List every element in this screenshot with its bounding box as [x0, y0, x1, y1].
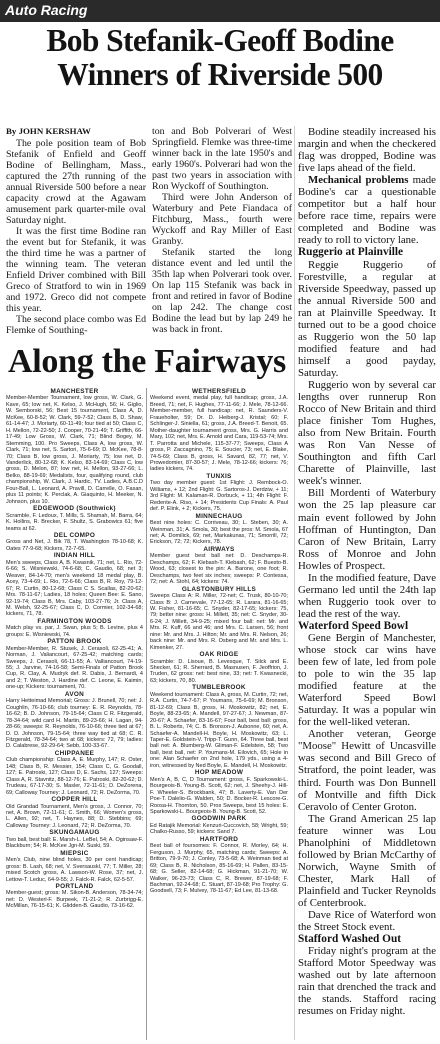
story-column-1 [6, 126, 146, 336]
story-paragraph: Bill Mordenti of Waterbury won the 25 lap pleasure car main event followed by John Hoffman of Huntington, Dan Caron of New Britain, Larry Ross of Monroe and John Howles of Prospect. [298, 487, 436, 572]
golf-course-results: Member-guest; gross: M. Sikon-B. Anderson, 78-34-74; net: D. Westerl-F. Burpeek, 71-21-2; R. Zurbrigg-E. McMillan, 76-15-61; K. Glidden-B. Gaudio, 73-16-62. [6, 890, 143, 910]
section-label: Auto Racing [5, 2, 88, 18]
golf-course-results: Weekend event, medal play, full handicap; gross, J.A. Breed, 71; net, F. Hughes, 77-11-66; J. Mele, 78-12-66. Member-member, full handicap: net, R. Saunders-V. Fraueholter, 59; Dr. D. Heiberg-J. Kristal; 60; F. Schlinger-J. Siniella, 61; gross, J.A. Breed-T. Benoit, 65. Mother-daughter tournament gross, Mrs. G. Harris and Mary, 102; net, Mrs. E. Arnold and Cara, 119-53-74; Mrs. T. Parrotta and Michele, 115-37-77; Sweeps, Class A gross, P. Zaccagnino, 75; E. Soucier, 73; net, E. Blake, 74-5-69; Class B, gross, H. Savard, 82, 77; net, V. Prowedomier, 87-30-57; J. Mele, 78-12-66; kickers: 76; ladies kickers, 74. [150, 395, 288, 473]
golf-course-results: Club championship: Class A, E. Murphy, 147; R. Oster, 148; Class B, R. Messier, 154; Class C, G. Goodall, 127; E. Patroski, 127; Class D, E. Sachs, 127; Sweeps: Class A, R. Stavnitz, 88-12-76; E. Patroski, 82-20-62; D. Trudeau, 67-17-30; S. Masler, 72-11-61; D. DeZorena, 69; Calloway Tourney: J. Leonard, 72; R. DeZorma, 70. [6, 757, 143, 796]
golf-course-results: Member-Member, R. Stusek, J. Cerasoli, 62-25-41; A. Norman, J. Valiancourt, 67-25-42; matching cards; Sweeps, J. Cerasoli, 66-11-55; A. Valliancourt, 74-19-55; J. Jarvine, 74-16-58; Semi-Finals of Patton Brook Cup, R. Clay, A. Mudryk def. R. Dabis, J. Bernardi, 4 and 2; T. Weston, J. Hardine def. C. Leone, E. Kaimin, one-up; Kickers: tournament, 70. [6, 645, 143, 691]
golf-course-results: Member guest best ball net: D. Deschamps-R. Deschamps, 62; F. Klebash-T. Klebash, 62; F. Buesto-B. Wood, 63; closest to the pin: A. Barone, one foot; R. Deschamps, two feet six inches; sweeps: P. Contessa, 72; net: A. Stohl, 64; kickers: 74. [150, 553, 288, 586]
golf-course-name: AIRWAYS [203, 545, 235, 553]
story-paragraph: The second place combo was Ed Flemke of Southing- [6, 313, 146, 336]
story-paragraph: Friday night's program at the Stafford Motor Speedway was washed out by late afternoon rain that drenched the track and the stands. Stafford racing resumes on Friday night. [298, 945, 436, 1018]
column-rule [146, 388, 147, 1040]
golf-results-column-1 [6, 388, 143, 910]
fairways-title: Along the Fairways [8, 343, 286, 380]
golf-course-results: Member-Member Tournament, low gross, W. Clark, G. Kave, 65; low net, K. Kelso, J. McHugh, 56; H. Giglio, W. Semborski, 56; Best 15 tournament, Class A, D. McKee, 60-8-52; W. Clark, 59-7-52; Class B, D. Shaw, 61-14-47; J. Moriarty, 60-11-49; four tied at 50; Class C, H. Mellon, 72-22-50; J. Cooper, 70-21-49; T. Griffith, 66-17-49; Low Gross, W. Clark, 71; Blind Bogey, M. Stemming, 100. Pro Sweeps, Class A, low gross, W. Clark, 71; low net, S. Sartori, 75-6-69; D. McKee, 78-8-70; Class B, low gross, J. Moriarty, 75; low net, D. Vanderlick, 80-12-68; K. Kelso, 83-14-69; Class C, low gross, D. Melon, 87; low net, H. Mellon, 93-27-66; L. Belko, 88-19-69; Medalists, four, qualifying round, club championship, W. Clark, J. Hardic, TV. Ladies, A.B.C.D Four-Ball, L. Leonard, A. Pravill, D. Carrelle, O. Fasan, plus 11 points; K. Perclak, A. Giaquinto, H. Meeker, N. Johnson, plus 10. [6, 395, 143, 505]
golf-course-name: GOODWIN PARK [191, 815, 247, 823]
story-paragraph: The Grand American 25 lap feature winner was Lou Phanolphini of Middletown followed by Brian McCarthy of Norwich, Wayne Smith of Chester, Mark Hall of Plainfield and Tucker Reynolds of Centerbrook. [298, 812, 436, 909]
story-paragraph: In the modified feature, Dave Germano led until the 24th lap when Ruggerio took over to lead the rest of the way. [298, 571, 436, 620]
golf-course-results: Best ball of foursomes: F. Connor, R. Morley, 64; H. Ferguson, J. Murphy, 65, matching cards; Sweeps: A. Britton, 79-9-70; J. Conley, 73-5-68; A. Weinman tied at 69; Class B, R. Nicholson, 85-16-69; H. Pallen, 83-15-68; G. Seller, 82-14-68; G. Hickman, 91-21-70; W. Walker, 96-23-73; Class C, R. Brewer, 87-19-68; F. Bachman, 92-24-68; C. Stuart, 87-19-68; Pro Trophy: G. Goodsell, 73; F. Mulvey, 78-11-67; Ed Lee, 81-13-68. [150, 843, 288, 895]
golf-course-name: AVON [64, 690, 85, 698]
section-header-bar [0, 0, 440, 22]
golf-course-name: MINNECHAUG [195, 512, 243, 520]
golf-course-name: INDIAN HILL [53, 552, 96, 560]
story-subhead: Ruggerio at Plainville [298, 246, 404, 259]
story-paragraph: Another veteran, George "Moose" Hewitt of Uncasville was second and Bill Greco of Stratford, the point leader, was third. Fourth was Don Bunnell of Montville and fifth Dick Ceravolo of Center Groton. [298, 728, 436, 813]
golf-course-name: HARTFORD [199, 835, 239, 843]
golf-course-name: OAK RIDGE [199, 651, 239, 659]
story-column-3 [298, 126, 436, 1017]
golf-course-results: Harry Hetteimad Memorial; Gross: J. Brunell, 70; net: J. Coughlin, 76-10-66; club tourney: E. R. Reynolds, 78-16-62; B. D. Johnson, 79-15-64; Class C R. Fitzgerald, 78-34-64; wild card H. Martin, 89-23-66; H. Lagan, 94-28-66; sweeps: R. Reynolds, 76-10-66; three tied at 67; D. D. Johnson, 79-15-64; three way tied at 68; C. R. Fitzgerald, 78-34-64; two at 68; kickers: 72, 79; ladies: D. Calabrese, 92-29-64; Sebb, 100-33-67. [6, 698, 143, 750]
golf-course-name: PATTON BROOK [47, 638, 102, 646]
golf-course-results: Men's A, B, C, D Tournament: gross, F. Sparkowski-L. Bourgeois-B. Young-B. Scott, 62; net, J. Sheehy-J. Hill-F. Wheeler-S. Brockbank, 47; B. Laverty-E. Van Der Poe-T. Dalelio-G. Walden, 50; D. Bocker-R. Lescore-G. Roosa-H. Thornton, 50. Pros Sweeps, best 15 holes: E. Sparkowski-L. Bourgeois-B. Young-B. Scott, 52. [150, 776, 288, 815]
golf-course-results: Men's Club, nine blind holes, 30 per cent handicap; gross: B. Lash, 68; net, V. Sversauskl, 77; T. Miller, 28; mixed Scotch gross, A. Lawson-W. Rose, 37; net, J. Lettow-T. Leduc, 64-9-55; J. Falck-R. Falck, 62-5-57. [6, 857, 143, 883]
golf-course-name: CHIPPANEE [54, 749, 95, 757]
story-paragraph: ton and Bob Polverari of West Springfield. Flemke was three-time winner back in the late 1950's and early 1960's. Polverari had won the past two years in association with Ron Wyckoff of Southington. [152, 126, 292, 192]
story-paragraph: It was the first time Bodine ran the event but for Stefanik, it was the third time he was a partner of the winning team. The veteran Enfield Driver combined with Bill Greco of Stratford to win in 1969 and 1972. Greco did not compete this year. [6, 225, 146, 314]
story-paragraph: Reggie Ruggerio of Forestville, a regular at Riverside Speedway, passed up the annual Riverside 500 and ran at Plainville Speedway. It turned out to be a good choice as Ruggerio won the 50 lap modified feature and had himself a good payday, Saturday. [298, 258, 436, 379]
golf-course-name: DEL COMPO [53, 531, 96, 539]
golf-course-name: TUMBLEBROOK [192, 684, 246, 692]
golf-course-name: MANCHESTER [50, 388, 99, 395]
golf-course-name: HOP MEADOW [194, 769, 244, 777]
golf-course-name: WETHERSFIELD [191, 388, 246, 395]
story-paragraph: Gene Bergin of Manchester, whose stock car wins have been few of late, led from pole to pole to win the 35 lap modified feature at the Waterford Speed Bowl Saturday. It was a popular win for the well-liked veteran. [298, 631, 436, 729]
golf-course-results: Two day member guest: 1st Flight: J. Rembock-O. Williams, + 12; 2nd Flight: G. Sartoros-J. Derdziw, + 11; 3rd Flight: M. Kalaman-R. Dorbuck, + 11; 4th Flight: F. Redente-A. Riso, + 14; Presidents Cup Finals: A. Paul def. P. Elink, + 2; Kickers, 75. [150, 480, 288, 513]
golf-course-name: COPPER HILL [51, 796, 98, 804]
story-subhead: Waterford Speed Bowl [298, 619, 409, 632]
story-paragraph [298, 174, 436, 246]
golf-course-results: Weekend tournament: Class A, gross, M. Curtin, 72; net, R.A. Curtin, 74-7-67; P. Youmans, 75-6-69; M. Bronson, 81-12-69; Class B, gross, H. Moskowitz, 82; net, E. Boyle, 88-23-65; A. Mandell, 97-27-67; J. Newman, 87-20-67; A. Schaefer, 83-16-67; Four ball, best ball: gross, B. L. Roberts, 74; C. B. Bronson-J. Aubonne, 60; net, A. Schaefer-A. Mandell-H. Boyle, H. Moskowitz, 63; L. Taper-E. Goldstein-V. Tripp-T. Gunn, 64. Three ball, best ball net: A. Blumberg-W. Gliman-F. Edelstein, 58; Two ball, best ball, net: P. Youmans-M. Eilovich, 65; Hole in one: Alan Schaefer on 2nd hole, 179 yds., using a 4-iron, witnessed by Ned Boyle, E. Mandell, H. Moskowitz. [150, 691, 288, 769]
golf-course-name: GLASTONBURY HILLS [181, 585, 257, 593]
golf-course-name: TUNXIS [206, 472, 232, 480]
story-paragraph: Bodine steadily increased his margin and when the checkered flag was dropped, Bodine was five laps ahead of the field. [298, 126, 436, 175]
golf-course-results: Men's sweeps, Class A, B. Kwasnik, 71; net, L. Rio, 72-6-66; S. Wisniewski, 74-6-68; C. Gaudio, 68; net 3; Weaver, 84-14-70; men's weekend 18 medal play, B. Acey, 73-4-69; L. Rio, 72-6-66; Class B, R. Roy, 79-12-67; R. Curtin, 80-12-68; Class C S. Scallas, 82-20-62; Mrs. 78-11-67; Ladies, 18 holes; Queen Bee: E. Sano, 92-19-74; Class B, Mrs. Caby, 103-27-76; Jr. Class A, M. Welsh, 92-25-67; Class C, D. Cormier, 102-34-68; kickers, 71, 78. [6, 559, 143, 618]
story-paragraph: Dave Rice of Waterford won the Street Stock event. [298, 909, 436, 934]
golf-course-results: Scramble, F. Ledoux, T. Mills, S. Shamah, M. Barra, 64; K. Hollins, R. Brecker, F. Shultz, S. Grabowics 61; five teams at 62. [6, 512, 143, 532]
byline: By JOHN KERSHAW [6, 126, 91, 136]
golf-course-results: Sweeps Class A: R. Miller, 72-net; C. Trusk, 80-10-70; Class B: J. Carnevale, 77-12-65; R. Larara, 81-16-65; W. Fisher, 81-16-65; C. Snyder, 82-17-65; kickers: 75, 79; better nine: gross: H. Millett, 35; net: C. Snyder, 30-6-24; J. Millett, 34-9-25; mixed four ball: net: Mr. and Mrs. R. Kuff, 66 and 46; and Mrs. C. Larsen, 56; front nine: Mr. and Mrs. J. Hilton; Mr. and Mrs. R. Nelson, 26; back nine: Mr. and Mrs. R. Osberg and Mr. and Mrs. L. Kimenker, 27. [150, 593, 288, 651]
golf-course-results: Match play vs. par, J. Swan, plus 5; B. Levine, plus 4 groups: E. Wisniewski, 74. [6, 625, 143, 638]
story-paragraph: Stefanik started the long distance event and led until the 35th lap when Polverari took over. On lap 115 Stefanik was back in front and retired in favor of Bodine on lap 242. The change cost Bodine the lead but by lap 249 he was back in front. [152, 246, 292, 335]
golf-course-results: Old Grandad Tournament, Men's gross, J. Connor, 70; net, A. Brown, 72-11-61; C. Smith, 66; Women's gross, L. Allen, 92; net, T. Haynes, 88; D. Stebbins; 69; Calloway Tourney: J. Leonard, 72; R. DeZorma, 70. [6, 803, 143, 829]
story-paragraph: Third were John Anderson of Waterbury and Pete Fiandaca of Fitchburg, Mass., fourth were Wyckoff and Ray Miller of East Granby. [152, 191, 292, 247]
golf-course-name: PORTLAND [55, 882, 94, 890]
story-column-2 [152, 126, 292, 335]
golf-course-results: Gross and Net, J. Bik 78, T. Washington 78-10-68; K. Oates 77-9-68; Kickers, 72-7-65. [6, 539, 143, 552]
golf-course-name: MIEPSIC [60, 849, 89, 857]
story-paragraph: The pole position team of Bob Stefanik of Enfield and Geoff Bodine of Bellingham, Mass., captured the 27th running of the annual Riverside 500 before a near capacity crowd at the Agawam amusement park quarter-mile oval Saturday night. [6, 137, 146, 226]
golf-results-column-2 [150, 388, 288, 895]
story-lead-in: Mechanical problems [308, 174, 409, 187]
story-subhead: Stafford Washed Out [298, 933, 402, 946]
golf-course-results: Ed Ratajik Memorial: Kenzuri-Cuccovich, 58; Wright, 59; Chalko-Russo, 59; kickers: Sand 7. [150, 822, 288, 836]
story-text: made Bodine's car a questionable competitor but a half hour before race time, repairs were completed and Bodine was ready to roll to victory lane. [298, 174, 436, 247]
golf-course-name: FARMINGTON WOODS [37, 617, 112, 625]
column-rule [294, 126, 295, 1040]
golf-course-name: SKUNGAMAUG [49, 829, 100, 837]
golf-course-results: Two ball, best ball: E. Marsh-L. LeBel, 54; A. Oginsaw-F. Blackburn; 54; R. McKee Jgn-M. Suski, 59. [6, 836, 143, 850]
headline: Bob Stefanik-Geoff Bodine Winners of Riverside 500 [46, 23, 394, 92]
golf-course-name: EDGEWOOD (Southwick) [33, 505, 116, 513]
golf-course-results: Scramble: D. Lisoue, B. Levesque, T. Silck and E. Shecker, 61; R. Sherrard, B. Masnusen, F. Jeoffrion, J. Truden, 62 gross: net: best nine, 33; net: T. Kwasnecki, 63; kickers, 70, 80. [150, 658, 288, 684]
story-paragraph: Ruggerio won by several car lengths over runnerup Ron Rocco of New Britain and third place finisher Tom Hughes, also from New Britain. Fourth was Ron Van Nesse of Southington and fifth Carl Charette of Plainville, last week's winner. [298, 378, 436, 488]
golf-course-results: Best nine holes: C. Corriveau, 30; L. Steben, 30; A. Weinman, 31; A. Smola, 30; best the pros: M. Smola, 67 net; A. Domilick, 69; net, Markakunas, 71; Smorrill, 72; Erickson, 72; 72; Kickers, 78. [150, 520, 288, 546]
